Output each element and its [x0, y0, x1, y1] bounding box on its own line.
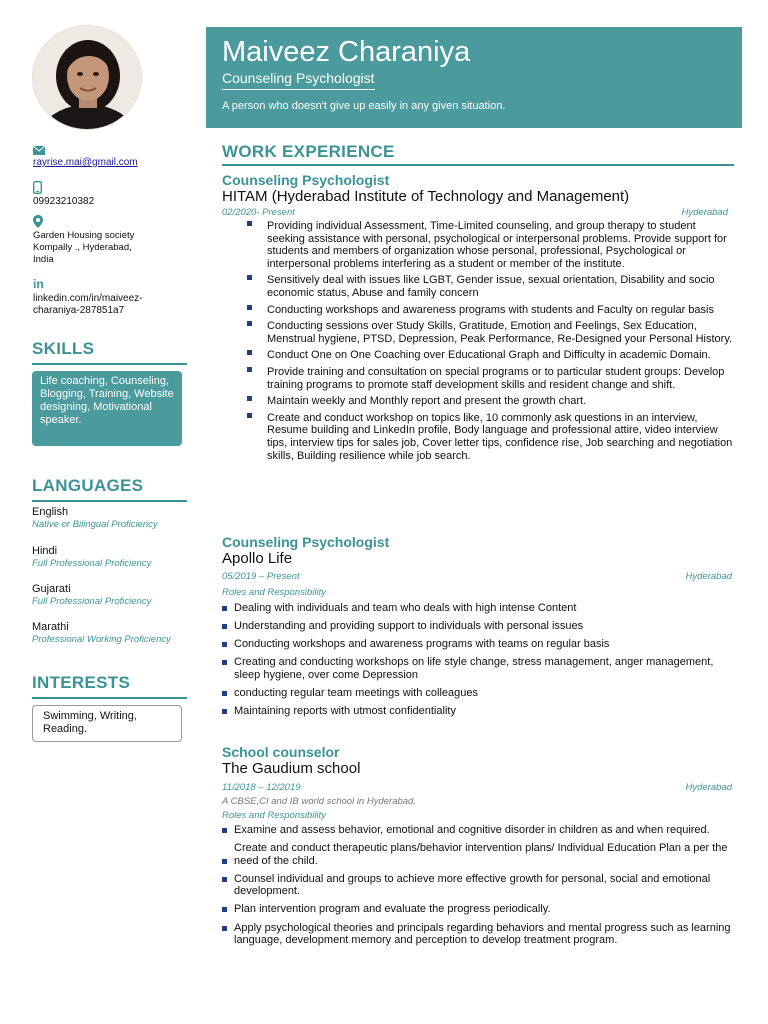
job-meta — [222, 570, 734, 584]
list-item: Sensitively deal with issues like LGBT, Gender issue, sexual orientation, Disability and socio economic status, Abuse and family concern — [222, 274, 734, 299]
school-description: A CBSE,CI and IB world school in Hyderabad. — [222, 796, 416, 807]
list-item: Creating and conducting workshops on life style change, stress management, anger management, sleep hygiene, over come Depression — [222, 656, 734, 681]
company-name: HITAM (Hyderabad Institute of Technology and Management) — [222, 188, 630, 205]
language-item — [32, 506, 202, 531]
phone-number: 09923210382 — [33, 196, 95, 207]
job-dates: 02/2020- Present — [222, 207, 295, 218]
job-location: Hyderabad — [681, 207, 728, 218]
work-experience-heading: WORK EXPERIENCE — [222, 142, 734, 166]
envelope-icon — [33, 146, 45, 155]
person-name: Maiveez Charaniya — [222, 36, 471, 68]
job-entry — [222, 172, 734, 466]
list-item: Plan intervention program and evaluate the progress periodically. — [222, 903, 734, 916]
responsibility-list — [222, 220, 734, 462]
address-contact — [33, 215, 134, 266]
job-dates: 11/2018 – 12/2019 — [222, 782, 301, 793]
language-level: Full Professional Proficiency — [32, 596, 152, 607]
list-item: Counsel individual and groups to achieve more effective growth for personal, social and emotional development. — [222, 873, 734, 898]
list-item: Provide training and consultation on special programs or to particular student groups: Develop training programs to promote staff development skills and resident change and shift. — [222, 366, 734, 391]
language-item — [32, 583, 202, 608]
list-item: Providing individual Assessment, Time-Limited counseling, and group therapy to student seeking assistance with personal, psychological or interpersonal problems. Provide support for students and members of organization whose personal, professional, Psychological or interpersonal problems interfering as a student or member of the institute. — [222, 220, 734, 270]
job-title: School counselor — [222, 744, 340, 760]
interests-box — [32, 705, 182, 742]
interests-heading: INTERESTS — [32, 673, 187, 699]
list-item: conducting regular team meetings with colleagues — [222, 687, 734, 700]
language-name: Hindi — [32, 545, 58, 557]
phone-icon — [33, 181, 42, 194]
address-line-1: Garden Housing society — [33, 230, 135, 241]
sidebar — [0, 0, 200, 1024]
list-item: Conducting workshops and awareness programs with students and Faculty on regular basis — [222, 304, 734, 317]
address-line-3: India — [33, 254, 54, 265]
list-item: Examine and assess behavior, emotional and cognitive disorder in children as and when required. — [222, 824, 734, 837]
header-banner — [206, 27, 742, 128]
interests-text: Swimming, Writing, Reading. — [43, 710, 137, 735]
job-entry — [222, 534, 734, 723]
avatar — [32, 25, 142, 130]
language-level: Full Professional Proficiency — [32, 558, 152, 569]
list-item: Create and conduct workshop on topics like, 10 commonly ask questions in an interview, Resume building and LinkedIn profile, Body language and professional attire, video interview tips, interview tips for sales job, Cover letter tips, confidence rise, Job searching and negotiation skills, Building resilience while job search. — [222, 412, 734, 462]
email-link[interactable]: rayrise.mai@gmail.com — [33, 157, 138, 168]
linkedin-icon: in — [33, 277, 44, 291]
company-name: The Gaudium school — [222, 760, 361, 777]
linkedin-line-2[interactable]: charaniya-287851a7 — [33, 305, 125, 316]
job-title: Counseling Psychologist — [222, 172, 390, 188]
languages-heading: LANGUAGES — [32, 476, 187, 502]
job-meta — [222, 206, 734, 220]
profile-photo — [33, 26, 142, 130]
address-line-2: Kompally ., Hyderabad, — [33, 242, 132, 253]
list-item: Apply psychological theories and principals regarding behaviors and mental progress such as learning language, development memory and perception to develop treatment program. — [222, 922, 734, 947]
job-title: Counseling Psychologist — [222, 534, 390, 550]
responsibility-list — [222, 824, 734, 947]
tagline: A person who doesn't give up easily in any given situation. — [222, 100, 506, 112]
job-location: Hyderabad — [685, 782, 732, 793]
location-pin-icon — [33, 215, 43, 228]
list-item: Dealing with individuals and team who deals with high intense Content — [222, 602, 734, 615]
phone-contact — [33, 181, 94, 208]
skills-box — [32, 371, 182, 446]
language-name: English — [32, 506, 69, 518]
email-contact — [33, 146, 138, 169]
roles-subheading: Roles and Responsibility — [222, 587, 327, 598]
language-item — [32, 545, 202, 570]
language-item — [32, 621, 202, 646]
job-meta — [222, 781, 734, 795]
job-dates: 05/2019 – Present — [222, 571, 300, 582]
linkedin-line-1[interactable]: linkedin.com/in/maiveez- — [33, 293, 143, 304]
language-name: Marathi — [32, 621, 69, 633]
language-name: Gujarati — [32, 583, 71, 595]
company-name: Apollo Life — [222, 550, 293, 567]
list-item: Maintain weekly and Monthly report and present the growth chart. — [222, 395, 734, 408]
person-role: Counseling Psychologist — [222, 69, 375, 90]
list-item: Conducting sessions over Study Skills, Gratitude, Emotion and Feelings, Sex Education, Menstrual hygiene, PTSD, Depression, Peak Performance, Re-Designed your Personal History. — [222, 320, 734, 345]
language-level: Native or Bilingual Proficiency — [32, 519, 158, 530]
skills-text: Life coaching, Counseling, Blogging, Training, Website designing, Motivational speaker. — [40, 375, 174, 426]
job-entry — [222, 744, 734, 952]
responsibility-list — [222, 602, 734, 718]
list-item: Conduct One on One Coaching over Educational Graph and Difficulty in academic Domain. — [222, 349, 734, 362]
list-item: Understanding and providing support to individuals with personal issues — [222, 620, 734, 633]
linkedin-contact — [33, 278, 143, 317]
skills-heading: SKILLS — [32, 339, 187, 365]
roles-subheading: Roles and Responsibility — [222, 810, 327, 821]
job-location: Hyderabad — [685, 571, 732, 582]
list-item: Conducting workshops and awareness programs with teams on regular basis — [222, 638, 734, 651]
list-item: Create and conduct therapeutic plans/behavior intervention plans/ Individual Education Plan a per the need of the child. — [222, 842, 734, 867]
list-item: Maintaining reports with utmost confidentiality — [222, 705, 734, 718]
language-level: Professional Working Proficiency — [32, 634, 171, 645]
